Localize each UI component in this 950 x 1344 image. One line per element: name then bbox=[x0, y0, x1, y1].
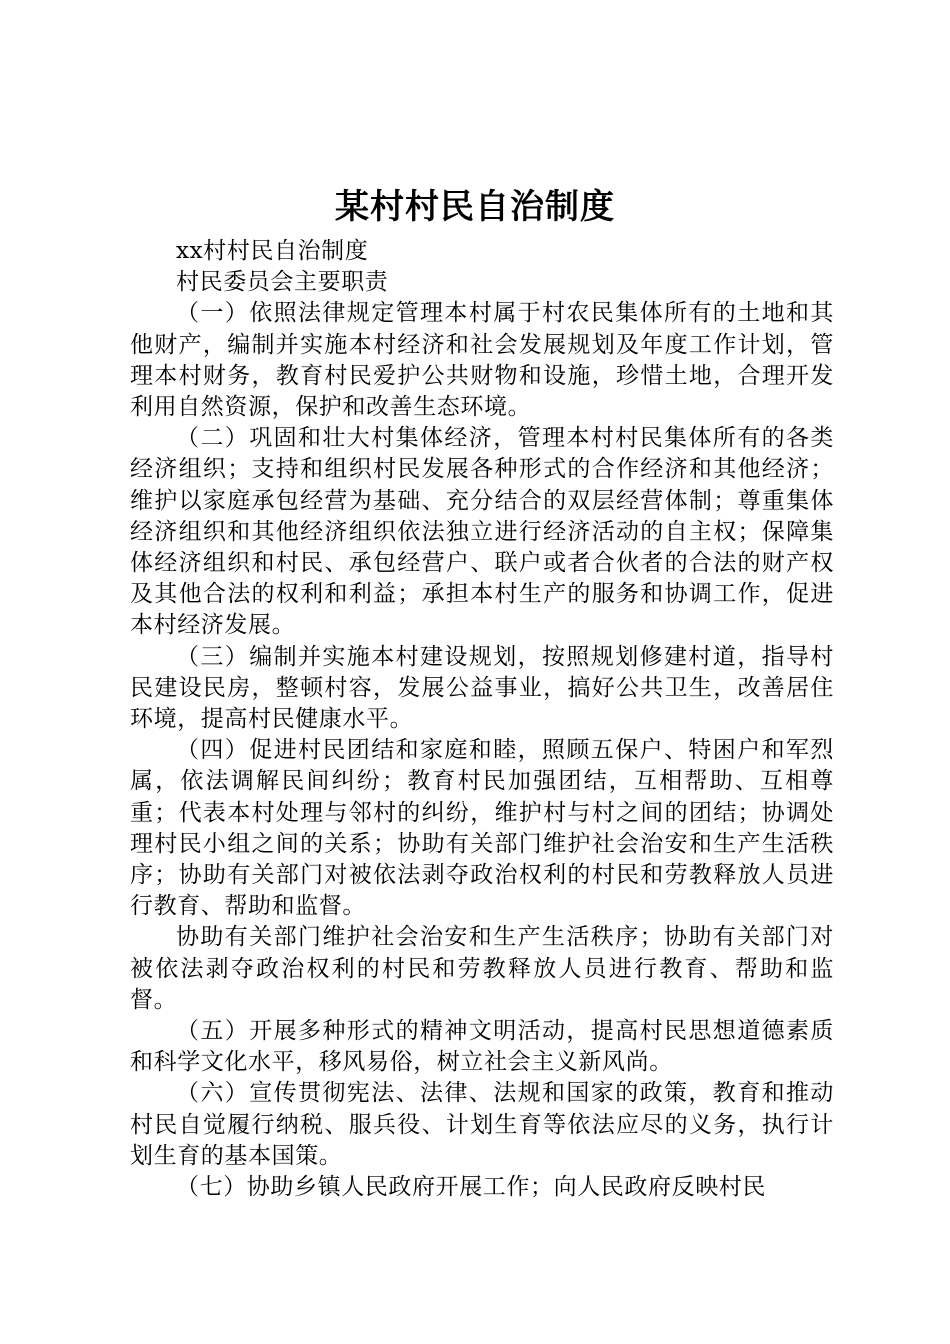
duty-paragraph-3: （三）编制并实施本村建设规划，按照规划修建村道，指导村民建设民房，整顿村容，发展公益事业，搞好公共卫生，改善居住环境，提高村民健康水平。 bbox=[130, 643, 834, 733]
duty-paragraph-2: （二）巩固和壮大村集体经济，管理本村村民集体所有的各类经济组织；支持和组织村民发展各种形式的合作经济和其他经济；维护以家庭承包经营为基础、充分结合的双层经营体制；尊重集体经济组织和其他经济组织依法独立进行经济活动的自主权；保障集体经济组织和村民、承包经营户、联户或者合伙者的合法的财产权及其他合法的权利和利益；承担本村生产的服务和协调工作，促进本村经济发展。 bbox=[130, 425, 834, 639]
document-title: 某村村民自治制度 bbox=[335, 187, 615, 227]
duty-paragraph-4-supplement: 协助有关部门维护社会治安和生产生活秩序；协助有关部门对被依法剥夺政治权利的村民和劳教释放人员进行教育、帮助和监督。 bbox=[130, 924, 834, 1013]
subtitle-paragraph: xx村村民自治制度 bbox=[176, 238, 369, 264]
duty-paragraph-7: （七）协助乡镇人民政府开展工作；向人民政府反映村民 bbox=[176, 1174, 766, 1201]
document-body bbox=[130, 236, 834, 1203]
duty-paragraph-4: （四）促进村民团结和家庭和睦，照顾五保户、特困户和军烈属，依法调解民间纠纷；教育村民加强团结，互相帮助、互相尊重；代表本村处理与邻村的纠纷，维护村与村之间的团结；协调处理村民小组之间的关系；协助有关部门维护社会治安和生产生活秩序；协助有关部门对被依法剥夺政治权利的村民和劳教释放人员进行教育、帮助和监督。 bbox=[130, 737, 834, 920]
duty-paragraph-5: （五）开展多种形式的精神文明活动，提高村民思想道德素质和科学文化水平，移风易俗，树立社会主义新风尚。 bbox=[130, 1018, 834, 1076]
section-heading-paragraph: 村民委员会主要职责 bbox=[176, 269, 389, 296]
duty-paragraph-1: （一）依照法律规定管理本村属于村农民集体所有的土地和其他财产，编制并实施本村经济和社会发展规划及年度工作计划，管理本村财务，教育村民爱护公共财物和设施，珍惜土地，合理开发利用自然资源，保护和改善生态环境。 bbox=[130, 300, 834, 421]
duty-paragraph-6: （六）宣传贯彻宪法、法律、法规和国家的政策，教育和推动村民自觉履行纳税、服兵役、计划生育等依法应尽的义务，执行计划生育的基本国策。 bbox=[130, 1080, 834, 1169]
